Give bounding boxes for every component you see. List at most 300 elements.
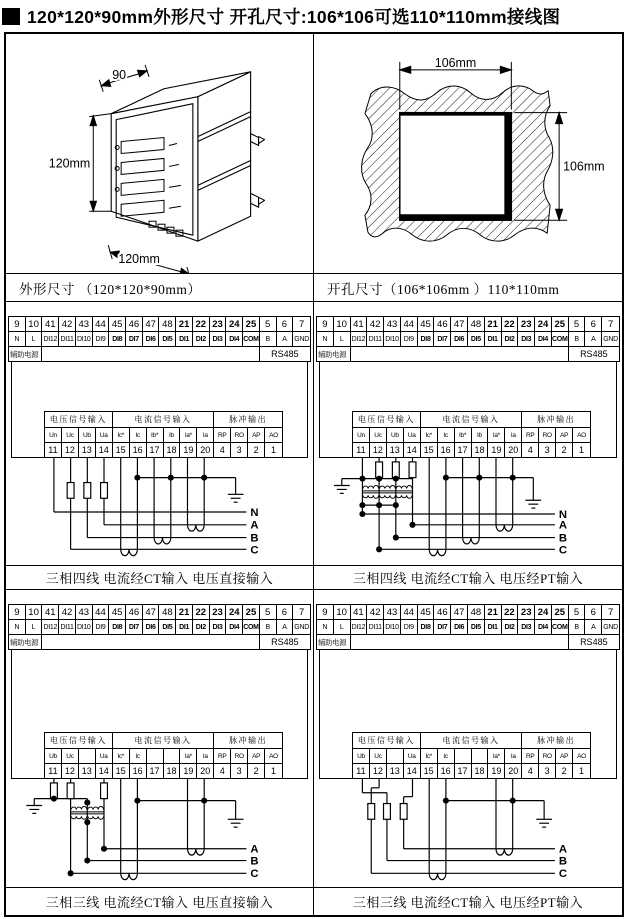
phase-label: A: [250, 843, 259, 856]
terminal-cell: 13: [79, 764, 96, 778]
terminal-cell: 44: [401, 605, 418, 619]
fuse-icon: [384, 804, 391, 820]
wiring-panel-p1: [6, 302, 314, 566]
terminal-cell: RP: [522, 749, 539, 763]
terminal-cell: B: [569, 620, 586, 634]
ct-coil-icon: [429, 873, 446, 879]
fuse-icon: [392, 462, 399, 478]
terminal-cell: 电流信号输入: [113, 412, 215, 427]
terminal-cell: 脉冲输出: [229, 415, 268, 424]
junction-dot: [443, 798, 449, 804]
terminal-cell: 14: [96, 443, 113, 457]
aux-spacer: [42, 347, 259, 361]
cutout-thick-bottom-edge: [400, 214, 512, 220]
junction-dot: [51, 796, 57, 802]
terminal-cell: 18: [164, 443, 181, 457]
phase-label: C: [558, 868, 568, 881]
terminal-cell: 5: [260, 317, 277, 331]
terminal-cell: 3: [231, 764, 248, 778]
terminal-cell: 25: [243, 605, 260, 619]
outline-caption: 外形尺寸 （120*120*90mm）: [6, 274, 314, 302]
terminal-cell: DI10: [384, 332, 401, 346]
cutout-square: [400, 113, 512, 221]
meter-body: [111, 72, 264, 241]
junction-dot: [134, 475, 140, 481]
terminal-cell: 41: [42, 605, 59, 619]
terminal-cell: 10: [334, 317, 351, 331]
terminal-cell: 48: [468, 317, 485, 331]
terminal-cell: Ua: [404, 749, 421, 763]
terminal-cell: Ia*: [488, 428, 505, 442]
diagram-grid: [4, 32, 624, 917]
terminal-cell: 15: [421, 443, 438, 457]
terminal-cell: 24: [535, 605, 552, 619]
terminal-cell: Ua: [96, 428, 113, 442]
terminal-cell: 12: [370, 443, 387, 457]
terminal-cell: 2: [556, 764, 573, 778]
terminal-cell: 4: [522, 443, 539, 457]
terminal-cell: N: [317, 332, 334, 346]
io-number-row: [353, 764, 590, 778]
phase-label: A: [250, 519, 259, 532]
terminal-cell: 25: [243, 317, 260, 331]
terminal-cell: 46: [434, 605, 451, 619]
terminal-cell: DI1: [176, 620, 193, 634]
terminal-cell: Ic*: [113, 428, 130, 442]
aux-spacer: [351, 635, 569, 649]
terminal-cell: GND: [294, 623, 309, 631]
phase-label: N: [558, 508, 568, 521]
terminal-strip: [8, 604, 311, 650]
terminal-cell: 16: [438, 443, 455, 457]
terminal-cell: 41: [351, 317, 368, 331]
terminal-cell: 18: [472, 764, 489, 778]
io-table: [44, 732, 283, 778]
terminal-cell: COM: [243, 332, 260, 346]
terminal-cell: 41: [42, 317, 59, 331]
phase-label: C: [250, 868, 259, 881]
terminal-cell: 1: [579, 766, 585, 776]
terminal-cell: DI11: [367, 620, 384, 634]
terminal-cell: Uc: [370, 749, 387, 763]
terminal-cell: RO: [539, 749, 556, 763]
terminal-cell: 45: [109, 605, 126, 619]
depth-dimension-label: 90: [112, 67, 127, 82]
terminal-labels-row: [9, 332, 310, 347]
terminal-cell: DI3: [518, 620, 535, 634]
junction-dot: [134, 798, 140, 804]
io-table: [44, 411, 283, 457]
aux-power-label: 辅助电源: [9, 347, 42, 361]
ground-icon: [536, 812, 552, 827]
terminal-cell: DI6: [143, 620, 160, 634]
page-title: 120*120*90mm外形尺寸 开孔尺寸:106*106可选110*110mm接线图: [27, 6, 561, 27]
terminal-cell: 10: [334, 605, 351, 619]
terminal-cell: 13: [387, 443, 404, 457]
junction-dot: [84, 857, 90, 863]
junction-dot: [376, 502, 382, 508]
terminal-cell: 21: [176, 317, 193, 331]
ground-icon: [26, 799, 42, 814]
io-label-row: [45, 749, 282, 764]
terminal-cell: Ic: [130, 428, 147, 442]
terminal-cell: B: [569, 332, 586, 346]
aux-power-label: 辅助电源: [9, 635, 42, 649]
terminal-cell: DI10: [76, 332, 93, 346]
terminal-cell: 25: [552, 605, 569, 619]
terminal-cell: A: [585, 332, 602, 346]
terminal-cell: RP: [522, 428, 539, 442]
terminal-cell: Ub: [45, 749, 62, 763]
terminal-cell: 3: [231, 443, 248, 457]
terminal-cell: N: [317, 620, 334, 634]
junction-dot: [476, 475, 482, 481]
aux-spacer: [351, 347, 569, 361]
terminal-cell: Ub: [79, 428, 96, 442]
terminal-cell: 12: [370, 764, 387, 778]
terminal-cell: A: [277, 332, 294, 346]
terminal-cell: 5: [569, 605, 586, 619]
terminal-cell: 10: [26, 317, 43, 331]
terminal-cell: 7: [607, 606, 614, 618]
terminal-cell: Uc: [62, 428, 79, 442]
terminal-cell: B: [260, 332, 277, 346]
phase-label: B: [250, 532, 259, 545]
terminal-cell: 11: [353, 764, 370, 778]
terminal-cell: 14: [404, 764, 421, 778]
terminal-cell: [147, 749, 164, 763]
junction-dot: [510, 475, 516, 481]
terminal-cell: Ic*: [421, 428, 438, 442]
terminal-cell: 25: [552, 317, 569, 331]
fuse-icon: [67, 783, 74, 799]
terminal-cell: 17: [455, 443, 472, 457]
terminal-cell: 23: [518, 605, 535, 619]
terminal-cell: DI9: [401, 332, 418, 346]
io-number-row: [45, 764, 282, 778]
terminal-cell: Ic: [130, 749, 147, 763]
ground-icon: [525, 493, 541, 508]
rs485-label: RS485: [271, 349, 299, 359]
terminal-cell: 18: [472, 443, 489, 457]
terminal-cell: RP: [214, 428, 231, 442]
junction-dot: [443, 475, 449, 481]
wiring-lines: [342, 458, 555, 549]
cutout-drawing: [314, 34, 622, 273]
terminal-cell: DI4: [535, 332, 552, 346]
terminal-cell: 22: [193, 317, 210, 331]
terminal-cell: 6: [277, 317, 294, 331]
ct-coil-icon: [187, 525, 204, 531]
terminal-cell: AO: [269, 752, 278, 760]
terminal-cell: 44: [93, 605, 110, 619]
pt-transformer-icon: [379, 486, 396, 499]
fuse-icon: [101, 483, 108, 499]
junction-dot: [409, 522, 415, 528]
ct-coil-icon: [121, 549, 138, 555]
terminal-cell: A: [585, 620, 602, 634]
terminal-cell: Un: [45, 428, 62, 442]
pt-transformer-icon: [71, 807, 88, 820]
io-group-row: [353, 412, 590, 428]
terminal-cell: 19: [488, 443, 505, 457]
terminal-cell: Ia: [505, 749, 522, 763]
terminal-cell: 21: [176, 605, 193, 619]
terminal-cell: 11: [45, 443, 62, 457]
junction-dot: [510, 798, 516, 804]
junction-dot: [101, 846, 107, 852]
terminal-cell: 电压信号输入: [353, 733, 421, 748]
terminal-cell: 48: [159, 317, 176, 331]
terminal-cell: 11: [45, 764, 62, 778]
terminal-cell: DI12: [351, 332, 368, 346]
fuse-icon: [84, 483, 91, 499]
terminal-cell: 44: [401, 317, 418, 331]
terminal-cell: DI1: [176, 332, 193, 346]
terminal-cell: 23: [518, 317, 535, 331]
rs485-label: RS485: [580, 349, 608, 359]
terminal-cell: 4: [522, 764, 539, 778]
terminal-cell: N: [9, 332, 26, 346]
terminal-cell: 21: [485, 317, 502, 331]
aux-row: [9, 635, 310, 649]
wiring-caption-p2: 三相四线 电流经CT输入 电压经PT输入: [314, 566, 622, 590]
aux-power-label: 辅助电源: [317, 347, 351, 361]
ground-icon: [228, 487, 244, 502]
terminal-cell: DI10: [384, 620, 401, 634]
terminal-cell: GND: [603, 623, 618, 631]
pt-transformer-icon: [362, 486, 379, 499]
terminal-numbers-row: [9, 605, 310, 620]
junction-dot: [359, 476, 365, 482]
fuse-icon: [67, 483, 74, 499]
terminal-cell: DI3: [210, 620, 227, 634]
terminal-cell: DI9: [93, 620, 110, 634]
aux-spacer: [42, 635, 259, 649]
terminal-cell: 7: [298, 318, 305, 330]
terminal-numbers-row: [9, 317, 310, 332]
terminal-cell: AP: [556, 428, 573, 442]
terminal-cell: 14: [96, 764, 113, 778]
phase-label: C: [558, 544, 568, 557]
terminal-cell: 15: [113, 764, 130, 778]
terminal-cell: 20: [197, 764, 214, 778]
terminal-cell: [455, 749, 472, 763]
terminal-cell: DI2: [193, 332, 210, 346]
terminal-cell: Ia*: [488, 749, 505, 763]
meter-body-box: [319, 650, 617, 779]
terminal-cell: DI1: [485, 620, 502, 634]
aux-row: [9, 347, 310, 361]
terminal-cell: 47: [451, 605, 468, 619]
terminal-cell: Ia: [505, 428, 522, 442]
terminal-cell: 11: [353, 443, 370, 457]
terminal-cell: 23: [210, 317, 227, 331]
fuse-icon: [368, 804, 375, 820]
terminal-cell: 42: [59, 317, 76, 331]
terminal-cell: DI4: [535, 620, 552, 634]
terminal-cell: Ib: [164, 428, 181, 442]
ct-coil-icon: [121, 873, 138, 879]
terminal-cell: 24: [535, 317, 552, 331]
phase-label: N: [250, 506, 259, 519]
terminal-cell: 46: [126, 605, 143, 619]
terminal-cell: AO: [577, 752, 586, 760]
phase-label: C: [250, 544, 259, 557]
terminal-cell: 16: [438, 764, 455, 778]
terminal-strip: [8, 316, 311, 362]
terminal-cell: 电流信号输入: [421, 412, 523, 427]
terminal-cell: 2: [248, 443, 265, 457]
terminal-cell: 6: [277, 605, 294, 619]
cutout-top-edge: [400, 113, 512, 116]
terminal-tab: [251, 193, 259, 207]
terminal-cell: 22: [193, 605, 210, 619]
terminal-cell: Ic*: [113, 749, 130, 763]
terminal-cell: AO: [269, 431, 278, 439]
terminal-cell: DI2: [502, 332, 519, 346]
terminal-cell: 12: [62, 764, 79, 778]
terminal-cell: 24: [226, 605, 243, 619]
terminal-cell: 43: [76, 605, 93, 619]
terminal-cell: [164, 749, 181, 763]
terminal-cell: GND: [294, 335, 309, 343]
terminal-cell: 42: [367, 605, 384, 619]
terminal-cell: RO: [539, 428, 556, 442]
junction-dot: [393, 502, 399, 508]
junction-dot: [393, 535, 399, 541]
fuse-icon: [376, 462, 383, 478]
cutout-drawing-cell: [314, 34, 622, 274]
io-label-row: [353, 428, 590, 443]
rs485-label: RS485: [580, 637, 608, 647]
wiring-caption-p3: 三相三线 电流经CT输入 电压直接输入: [6, 888, 314, 915]
terminal-cell: 22: [502, 317, 519, 331]
terminal-cell: [472, 749, 489, 763]
terminal-cell: DI1: [485, 332, 502, 346]
terminal-cell: 电压信号输入: [353, 412, 421, 427]
terminal-cell: 45: [109, 317, 126, 331]
terminal-cell: DI12: [351, 620, 368, 634]
ct-coil-icon: [429, 549, 446, 555]
aux-power-label: 辅助电源: [317, 635, 351, 649]
terminal-cell: 46: [126, 317, 143, 331]
title-square-icon: [2, 8, 20, 25]
wiring-lines: [34, 779, 246, 873]
terminal-cell: 46: [434, 317, 451, 331]
terminal-cell: DI8: [109, 332, 126, 346]
terminal-cell: DI6: [143, 332, 160, 346]
pt-transformer-icon: [396, 486, 413, 499]
terminal-labels-row: [9, 620, 310, 635]
terminal-cell: Ia*: [180, 749, 197, 763]
terminal-cell: 42: [59, 605, 76, 619]
terminal-cell: Ia: [197, 428, 214, 442]
terminal-cell: DI6: [451, 620, 468, 634]
terminal-cell: N: [9, 620, 26, 634]
wiring-diagram-p4: [314, 779, 622, 888]
terminal-cell: 44: [93, 317, 110, 331]
terminal-cell: 脉冲输出: [229, 736, 268, 745]
junction-dot: [84, 819, 90, 825]
ground-icon: [334, 479, 350, 494]
io-group-row: [45, 733, 282, 749]
rs485-label: RS485: [271, 637, 299, 647]
terminal-cell: 17: [147, 764, 164, 778]
io-table: [352, 411, 591, 457]
terminal-cell: DI5: [468, 620, 485, 634]
terminal-cell: 45: [418, 317, 435, 331]
terminal-cell: DI12: [42, 332, 59, 346]
terminal-cell: 6: [585, 317, 602, 331]
terminal-cell: 9: [317, 317, 334, 331]
terminal-cell: DI12: [42, 620, 59, 634]
terminal-numbers-row: [317, 605, 619, 620]
junction-dot: [359, 511, 365, 517]
wiring-panel-p3: [6, 590, 314, 888]
terminal-cell: 14: [404, 443, 421, 457]
phase-label: A: [558, 843, 568, 856]
terminal-cell: DI7: [126, 332, 143, 346]
terminal-cell: COM: [243, 620, 260, 634]
terminal-cell: 47: [451, 317, 468, 331]
terminal-cell: 17: [147, 443, 164, 457]
terminal-cell: 20: [505, 764, 522, 778]
terminal-cell: DI5: [159, 620, 176, 634]
terminal-cell: DI7: [126, 620, 143, 634]
terminal-cell: Ia: [197, 749, 214, 763]
terminal-cell: 43: [384, 317, 401, 331]
terminal-cell: 1: [271, 766, 277, 776]
terminal-cell: 24: [226, 317, 243, 331]
terminal-cell: [387, 749, 404, 763]
junction-dot: [168, 475, 174, 481]
terminal-cell: 9: [9, 605, 26, 619]
terminal-tab: [251, 134, 259, 146]
terminal-cell: 23: [210, 605, 227, 619]
cutout-width-label: 106mm: [434, 55, 477, 70]
terminal-cell: 1: [271, 445, 277, 455]
terminal-cell: DI8: [418, 332, 435, 346]
terminal-cell: 10: [26, 605, 43, 619]
wiring-panel-p4: [314, 590, 622, 888]
width-dimension-label: 120mm: [118, 252, 160, 267]
terminal-cell: 19: [180, 443, 197, 457]
terminal-cell: Ia*: [180, 428, 197, 442]
terminal-cell: 42: [367, 317, 384, 331]
terminal-cell: DI9: [93, 332, 110, 346]
title-bar: [0, 0, 628, 32]
terminal-cell: 4: [214, 764, 231, 778]
terminal-cell: Ub: [353, 749, 370, 763]
terminal-numbers-row: [317, 317, 619, 332]
terminal-cell: DI8: [109, 620, 126, 634]
terminal-cell: DI5: [159, 332, 176, 346]
terminal-cell: 47: [143, 605, 160, 619]
terminal-cell: DI2: [193, 620, 210, 634]
terminal-strip: [316, 316, 620, 362]
terminal-cell: 47: [143, 317, 160, 331]
terminal-cell: DI7: [434, 332, 451, 346]
terminal-cell: L: [26, 332, 43, 346]
junction-dot: [201, 798, 207, 804]
terminal-cell: 电压信号输入: [45, 412, 113, 427]
terminal-cell: 电流信号输入: [421, 733, 523, 748]
terminal-cell: 15: [421, 764, 438, 778]
outline-drawing-cell: [6, 34, 314, 274]
phase-label: B: [250, 855, 259, 868]
terminal-cell: DI5: [468, 332, 485, 346]
